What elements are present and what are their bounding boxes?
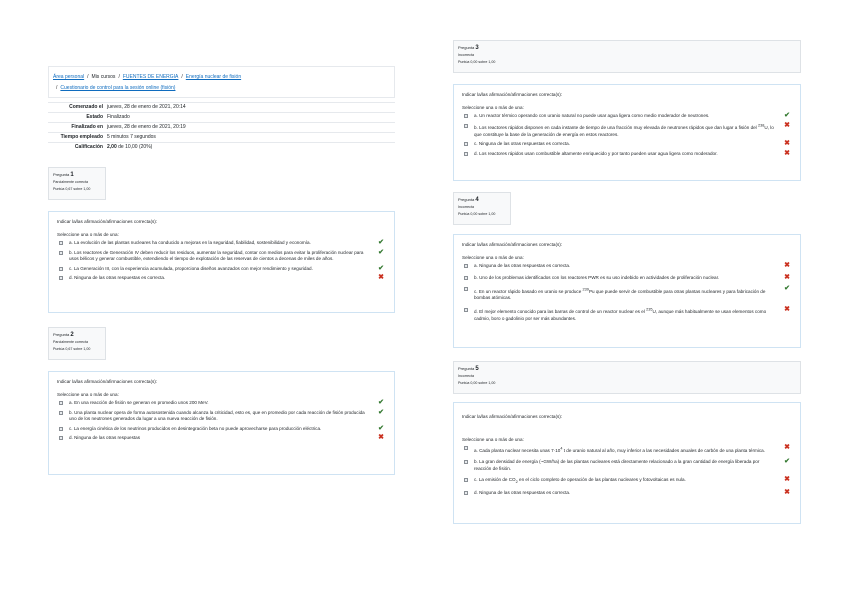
question-points: Puntúa 0,00 sobre 1,00: [458, 60, 496, 64]
checkbox[interactable]: [59, 427, 63, 431]
answer-option-d[interactable]: [462, 307, 792, 323]
correct-icon: ✔: [378, 239, 384, 246]
question-info-2: [48, 327, 106, 360]
option-text: c. La Generación III, con la experiencia acumulada, proporciona diseños avanzados con mejor rendimiento y seguridad.: [69, 265, 313, 271]
answer-option-c[interactable]: [57, 266, 386, 273]
answer-option-d[interactable]: [462, 151, 792, 158]
question-prompt: Indicar la/las afirmación/afirmaciones correcta(s):: [57, 219, 158, 224]
summary-value: Finalizado: [107, 114, 130, 120]
question-word: Pregunta: [458, 45, 475, 50]
checkbox[interactable]: [59, 267, 63, 271]
incorrect-icon: ✖: [784, 476, 790, 484]
checkbox[interactable]: [464, 264, 468, 268]
option-text: a. En una reacción de fisión se generan en promedio unos 200 MeV.: [69, 400, 209, 405]
option-text: a. Ninguna de las otras respuestas es correcta.: [474, 263, 571, 268]
question-state: Parcialmente correcta: [53, 340, 88, 344]
checkbox[interactable]: [464, 124, 468, 128]
incorrect-icon: ✖: [784, 489, 790, 497]
option-text: d. Ninguna de las otras respuestas: [69, 435, 140, 440]
breadcrumb-area-link[interactable]: Área personal: [53, 74, 85, 80]
question-prompt: Indicar la/las afirmación/afirmaciones correcta(s):: [462, 242, 563, 247]
checkbox[interactable]: [59, 251, 63, 255]
summary-value: jueves, 28 de enero de 2021, 20:19: [107, 124, 186, 130]
question-instruction: Seleccione una o más de una:: [57, 232, 119, 237]
checkbox[interactable]: [59, 436, 63, 440]
option-text: b. La gran densidad de energía (~GW/ha) de las plantas nucleares está directamente relacionado a la gran cantidad de energía liberada por reacción de fisión.: [474, 459, 760, 471]
option-text: a. Cada planta nuclear necesita unas $7\cdot 10^4$ t de uranio natural al año, muy inferior a las necesidades anuales de carbón de una planta térmica.: [474, 446, 765, 453]
checkbox[interactable]: [464, 142, 468, 146]
breadcrumb-courses: Mis cursos: [91, 74, 116, 80]
summary-label: Finalizado en: [71, 124, 103, 130]
question-number: 4: [475, 197, 479, 203]
summary-label: Tiempo empleado: [60, 134, 103, 140]
question-content-4: [453, 234, 801, 348]
summary-value: jueves, 28 de enero de 2021, 20:14: [107, 104, 186, 110]
answer-option-c[interactable]: [57, 426, 386, 433]
checkbox[interactable]: [59, 411, 63, 415]
summary-value: [105, 143, 395, 153]
incorrect-icon: ✖: [378, 434, 384, 441]
option-text: d. Ninguna de las otras respuestas es correcta.: [69, 275, 166, 280]
option-text: d. Ninguna de las otras respuestas es correcta.: [474, 490, 571, 496]
question-info-4: [453, 192, 511, 225]
option-text: b. Los reactores rápidos disponen en cada instante de tiempo de una fracción muy elevada de neutrones rápidos que dan lugar a fisión del $^{238}$U, lo que constituye la base de la generación de energía en estos reactores.: [474, 123, 774, 137]
answer-option-c[interactable]: [462, 477, 792, 485]
answer-option-d[interactable]: [57, 435, 386, 442]
breadcrumb-section-link[interactable]: Energía nuclear de fisión: [185, 74, 242, 80]
breadcrumb-quiz-link[interactable]: Cuestionario de control para la sesión online (fisión): [60, 85, 176, 91]
option-text: c. La energía cinética de los neutrinos producidos en desintegración beta no puede aprovecharse para producción eléctrica.: [69, 425, 322, 431]
checkbox[interactable]: [464, 308, 468, 312]
checkbox[interactable]: [59, 276, 63, 280]
question-points: Puntúa 0,00 sobre 1,00: [458, 381, 496, 385]
question-word: Pregunta: [458, 366, 475, 371]
checkbox[interactable]: [464, 460, 468, 464]
answer-option-b[interactable]: [57, 410, 386, 423]
answer-option-b[interactable]: [462, 459, 792, 472]
attempt-summary: [48, 102, 395, 152]
incorrect-icon: ✖: [378, 274, 384, 281]
question-instruction: Seleccione una o más de una:: [462, 255, 524, 260]
checkbox[interactable]: [464, 287, 468, 291]
option-text: a. Un reactor térmico operando con uranio natural no puede usar agua ligera como medio moderador de neutrones.: [474, 113, 710, 118]
question-info-5: [453, 361, 801, 394]
summary-row: [48, 123, 395, 133]
option-text: d. Los reactores rápidos usan combustible altamente enriquecido y por tanto pueden usar agua ligera como moderador.: [474, 150, 718, 156]
summary-label: Estado: [86, 114, 103, 120]
checkbox[interactable]: [59, 401, 63, 405]
summary-row: [48, 113, 395, 123]
summary-row: [48, 133, 395, 143]
option-text: b. Uno de los problemas identificados con los reactores PWR es su uso indebido en actividades de proliferación nuclear.: [474, 274, 720, 280]
option-text: c. La emisión de $CO_2$ en el ciclo completo de operación de las plantas nucleares y fotovoltaicas es nula.: [474, 477, 686, 484]
correct-icon: ✔: [378, 424, 384, 432]
option-text: b. Una planta nuclear opera de forma autosostenida cuando alcanza la criticidad, esto es, que en promedio por cada reacción de fisión producida uno de los neutrones generados da lugar a una nueva reacción de fisión.: [69, 409, 365, 421]
correct-icon: ✔: [378, 399, 384, 406]
question-prompt: Indicar la/las afirmación/afirmaciones correcta(s):: [462, 92, 563, 97]
answer-option-a[interactable]: [462, 263, 792, 270]
checkbox[interactable]: [464, 491, 468, 495]
incorrect-icon: ✖: [784, 140, 790, 148]
question-number: 1: [70, 172, 74, 178]
question-info-3: [453, 40, 801, 73]
summary-row: [48, 143, 395, 153]
incorrect-icon: ✖: [784, 121, 790, 129]
correct-icon: ✔: [784, 458, 790, 466]
breadcrumb-course-link[interactable]: FUENTES DE ENERGIA: [122, 74, 179, 80]
grade-value: 2,00: [107, 144, 117, 150]
correct-icon: ✔: [784, 285, 790, 292]
correct-icon: ✔: [378, 248, 384, 256]
question-instruction: Seleccione una o más de una:: [57, 392, 119, 397]
question-prompt: Indicar la/las afirmación/afirmaciones correcta(s):: [462, 414, 563, 419]
question-points: Puntúa 0,67 sobre 1,00: [53, 187, 91, 191]
incorrect-icon: ✖: [784, 444, 790, 451]
question-number: 2: [70, 332, 74, 338]
answer-option-b[interactable]: [462, 123, 792, 139]
question-word: Pregunta: [458, 197, 475, 202]
incorrect-icon: ✖: [784, 305, 790, 313]
answer-option-c[interactable]: [462, 141, 792, 148]
answer-option-d[interactable]: [57, 275, 386, 282]
correct-icon: ✔: [378, 408, 384, 416]
summary-row: [48, 103, 395, 113]
checkbox[interactable]: [464, 276, 468, 280]
answer-option-b[interactable]: [57, 250, 386, 263]
summary-value: 5 minutos 7 segundos: [107, 134, 156, 140]
option-text: c. Ninguna de las otras respuestas es correcta.: [474, 141, 571, 147]
question-instruction: Seleccione una o más de una:: [462, 105, 524, 110]
question-points: Puntúa 0,00 sobre 1,00: [458, 212, 496, 216]
question-points: Puntúa 0,67 sobre 1,00: [53, 347, 91, 351]
question-state: Parcialmente correcta: [53, 180, 88, 184]
checkbox[interactable]: [464, 152, 468, 156]
question-state: Incorrecta: [458, 374, 474, 378]
question-instruction: Seleccione una o más de una:: [462, 437, 524, 442]
correct-icon: ✔: [378, 264, 384, 272]
summary-label: Calificación: [74, 144, 103, 150]
question-content-2: [48, 371, 395, 475]
checkbox[interactable]: [464, 114, 468, 118]
checkbox[interactable]: [59, 241, 63, 245]
answer-option-a[interactable]: [462, 445, 792, 454]
option-text: a. La evolución de las plantas nucleares ha conducido a mejoras en la seguridad, fiabilidad, sostenibilidad y economía.: [69, 240, 311, 245]
answer-option-a[interactable]: [462, 113, 792, 120]
answer-option-b[interactable]: [462, 275, 792, 282]
question-number: 3: [475, 45, 479, 51]
answer-option-a[interactable]: [57, 400, 386, 407]
question-word: Pregunta: [53, 332, 70, 337]
checkbox[interactable]: [464, 478, 468, 482]
summary-label: Comenzado el: [69, 104, 103, 110]
correct-icon: ✔: [784, 112, 790, 119]
question-prompt: Indicar la/las afirmación/afirmaciones correcta(s):: [57, 379, 158, 384]
question-info-1: [48, 167, 106, 200]
question-content-5: [453, 402, 801, 524]
option-text: d. El mejor elemento conocido para las barras de control de un reactor nuclear es el $^{235}$U, aunque más habitualmente se usan elementos como cadmio, boro o gadolinio por ser más abundantes.: [474, 307, 767, 321]
question-number: 5: [475, 366, 479, 372]
option-text: c. En un reactor rápido basado en uranio se produce $^{239}$Pu que puede servir de combustible para otras plantas nucleares y para fabricación de bombas atómicas.: [474, 287, 766, 301]
answer-option-c[interactable]: [462, 286, 792, 302]
breadcrumb: Área personal / Mis cursos / FUENTES DE ENERGIA / Energía nuclear de fisión / Cuestionario de control para la sesión online (fisión): [48, 66, 395, 98]
answer-option-a[interactable]: [57, 240, 386, 247]
answer-option-d[interactable]: [462, 490, 792, 497]
question-content-3: [453, 84, 801, 181]
question-word: Pregunta: [53, 172, 70, 177]
incorrect-icon: ✖: [784, 273, 790, 281]
checkbox[interactable]: [464, 446, 468, 450]
question-state: Incorrecta: [458, 205, 474, 209]
question-state: Incorrecta: [458, 53, 474, 57]
grade-total: de 10,00 (20%): [118, 144, 153, 150]
incorrect-icon: ✖: [784, 262, 790, 269]
option-text: b. Los reactores de Generación IV deben reducir los residuos, aumentar la seguridad, contar con medios para evitar la proliferación nuclear para usos bélicos y generar combustible, extendiendo el tiempo de explotación de las reservas de cientos a decenas de miles de años.: [69, 249, 364, 261]
question-content-1: [48, 211, 395, 313]
incorrect-icon: ✖: [784, 149, 790, 157]
